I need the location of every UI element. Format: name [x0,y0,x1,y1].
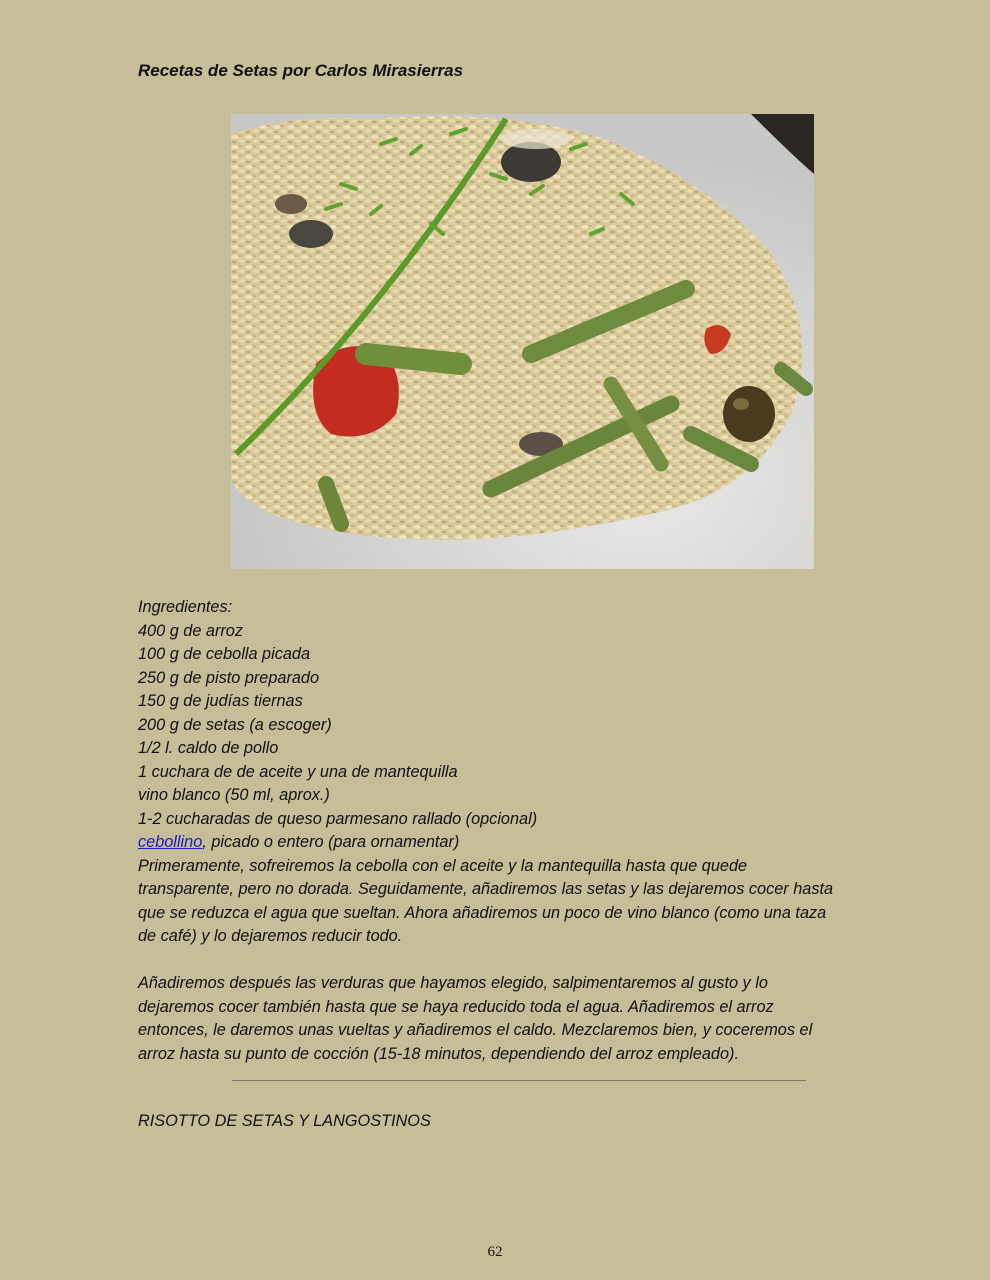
ingredient-item: 100 g de cebolla picada [138,645,310,663]
instruction-line: transparente, pero no dorada. Seguidamente, añadiremos las setas y las dejaremos cocer hasta [138,880,834,898]
ingredient-item: 1/2 l. caldo de pollo [138,739,279,757]
ingredient-item: 250 g de pisto preparado [138,668,320,687]
section-separator [232,1080,806,1081]
ingredient-item: 200 g de setas (a escoger) [138,715,332,734]
ingredient-item: 150 g de judías tiernas [138,692,303,710]
ingredient-item: 400 g de arroz [138,621,243,640]
instruction-line: arroz hasta su punto de cocción (15-18 minutos, dependiendo del arroz empleado). [138,1044,739,1063]
instruction-line: que se reduzca el agua que sueltan. Ahora añadiremos un poco de vino blanco (como una taza [138,903,827,922]
ingredient-item-rest: , picado o entero (para ornamentar) [202,833,460,851]
recipe-body [138,596,908,1066]
ingredient-item-chives [138,831,908,855]
ingredients-heading: Ingredientes: [138,598,233,616]
risotto-photo [231,114,814,569]
instruction-line: Añadiremos después las verduras que hayamos elegido, salpimentaremos al gusto y lo [138,974,768,992]
next-recipe-title: RISOTTO DE SETAS Y LANGOSTINOS [138,1112,431,1130]
ingredient-item: vino blanco (50 ml, aprox.) [138,786,330,804]
instruction-line: dejaremos cocer también hasta que se haya reducido toda el agua. Añadiremos el arroz [138,997,774,1016]
ingredient-item: 1-2 cucharadas de queso parmesano rallado (opcional) [138,809,538,828]
document-header-title: Recetas de Setas por Carlos Mirasierras [138,61,464,80]
page-number: 62 [487,1244,503,1260]
ingredient-item: 1 cuchara de de aceite y una de mantequilla [138,762,458,781]
cebollino-link[interactable]: cebollino [138,833,203,851]
paragraph-gap [138,949,908,973]
instruction-line: Primeramente, sofreiremos la cebolla con el aceite y la mantequilla hasta que quede [138,856,748,875]
instruction-line: de café) y lo dejaremos reducir todo. [138,927,403,945]
instruction-line: entonces, le daremos unas vueltas y añadiremos el caldo. Mezclaremos bien, y coceremos el [138,1021,813,1039]
